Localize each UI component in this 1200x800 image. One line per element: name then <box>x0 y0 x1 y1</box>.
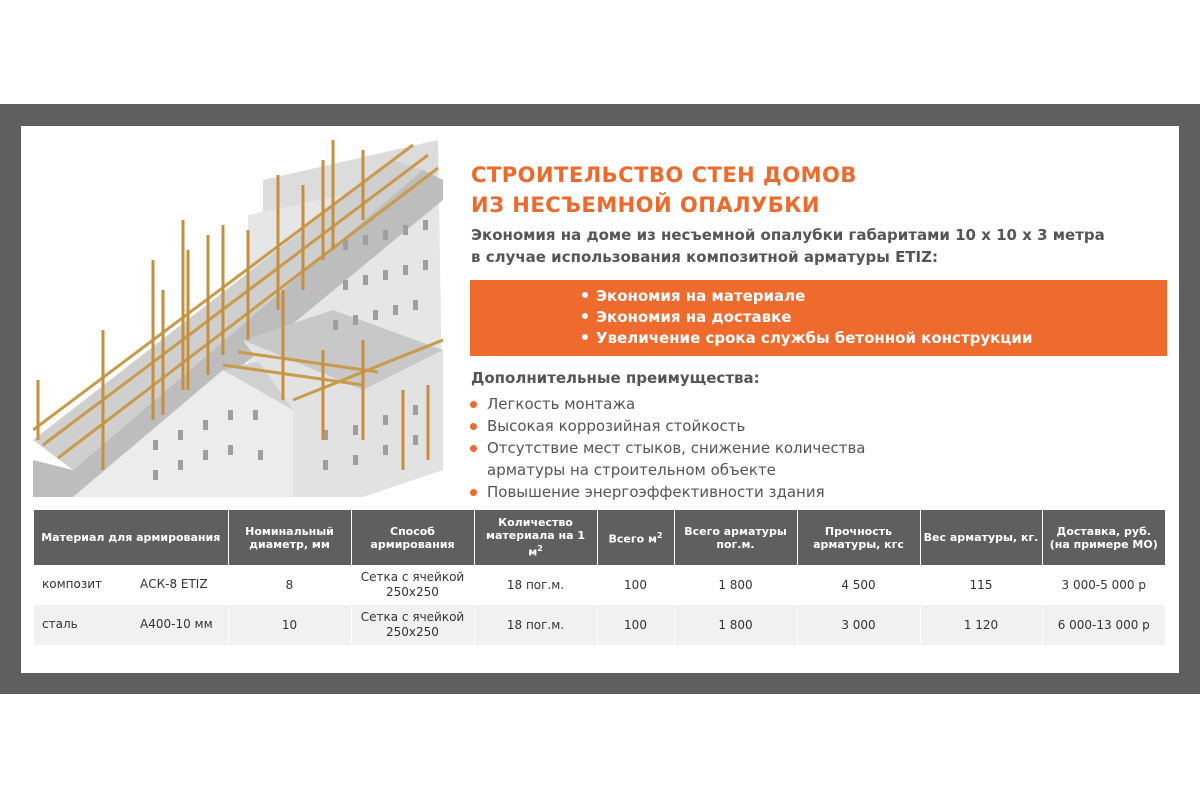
header-material: Материал для армирования <box>34 510 228 565</box>
advantage-item: Отсутствие мест стыков, снижение количества <box>470 437 1170 459</box>
cell-total-m2: 100 <box>597 565 674 605</box>
cell-weight: 1 120 <box>920 605 1042 645</box>
cell-quantity: 18 пог.м. <box>474 605 597 645</box>
benefit-item: Экономия на материале <box>582 286 1167 307</box>
subtitle-line-1: Экономия на доме из несъемной опалубки габаритами 10 х 10 х 3 метра <box>471 226 1105 244</box>
bullet-icon <box>582 313 588 319</box>
cell-delivery: 6 000-13 000 р <box>1042 605 1165 645</box>
cell-method: Сетка с ячейкой 250х250 <box>351 565 474 605</box>
header-weight: Вес арматуры, кг. <box>920 510 1042 565</box>
cell-quantity: 18 пог.м. <box>474 565 597 605</box>
header-total-m2: Всего $м^2$ <box>597 510 674 565</box>
cell-strength: 3 000 <box>797 605 920 645</box>
bullet-icon <box>470 401 477 408</box>
cell-total-m2: 100 <box>597 605 674 645</box>
header-strength: Прочность арматуры, кгс <box>797 510 920 565</box>
benefits-list <box>470 280 1167 349</box>
title-line-2: ИЗ НЕСЪЕМНОЙ ОПАЛУБКИ <box>471 193 820 217</box>
cell-delivery: 3 000-5 000 р <box>1042 565 1165 605</box>
cell-material: сталь А400-10 мм <box>34 605 228 645</box>
header-diameter: Номинальный диаметр, мм <box>228 510 351 565</box>
page-title <box>471 160 1171 220</box>
cell-weight: 115 <box>920 565 1042 605</box>
cell-strength: 4 500 <box>797 565 920 605</box>
advantages-list <box>470 393 1170 503</box>
cell-total-rebar: 1 800 <box>674 605 797 645</box>
advantage-item: Легкость монтажа <box>470 393 1170 415</box>
cell-material: композит АСК-8 ETIZ <box>34 565 228 605</box>
benefit-item: Увеличение срока службы бетонной конструкции <box>582 328 1167 349</box>
advantage-item: Высокая коррозийная стойкость <box>470 415 1170 437</box>
benefit-item: Экономия на доставке <box>582 307 1167 328</box>
formwork-illustration <box>33 140 443 497</box>
header-quantity: Количество материала на 1 $м^2$ <box>474 510 597 565</box>
cell-diameter: 8 <box>228 565 351 605</box>
bullet-icon <box>470 445 477 452</box>
subtitle-line-2: в случае использования композитной арматуры ETIZ: <box>471 248 938 266</box>
table-row <box>34 565 1165 605</box>
advantage-item: Повышение энергоэффективности здания <box>470 481 1170 503</box>
header-method: Способ армирования <box>351 510 474 565</box>
table-header-row <box>34 510 1165 565</box>
cell-diameter: 10 <box>228 605 351 645</box>
bullet-icon <box>582 334 588 340</box>
cell-total-rebar: 1 800 <box>674 565 797 605</box>
header-delivery: Доставка, руб. (на примере МО) <box>1042 510 1165 565</box>
bullet-icon <box>582 292 588 298</box>
benefits-box <box>470 280 1167 356</box>
bullet-icon <box>470 489 477 496</box>
table-row <box>34 605 1165 645</box>
cell-method: Сетка с ячейкой 250х250 <box>351 605 474 645</box>
subtitle <box>471 224 1171 268</box>
advantages-title: Дополнительные преимущества: <box>471 369 760 387</box>
title-line-1: СТРОИТЕЛЬСТВО СТЕН ДОМОВ <box>471 163 857 187</box>
bullet-icon <box>470 423 477 430</box>
header-total-rebar: Всего арматуры пог.м. <box>674 510 797 565</box>
comparison-table <box>34 510 1165 645</box>
advantage-item-continuation: арматуры на строительном объекте <box>487 461 776 479</box>
